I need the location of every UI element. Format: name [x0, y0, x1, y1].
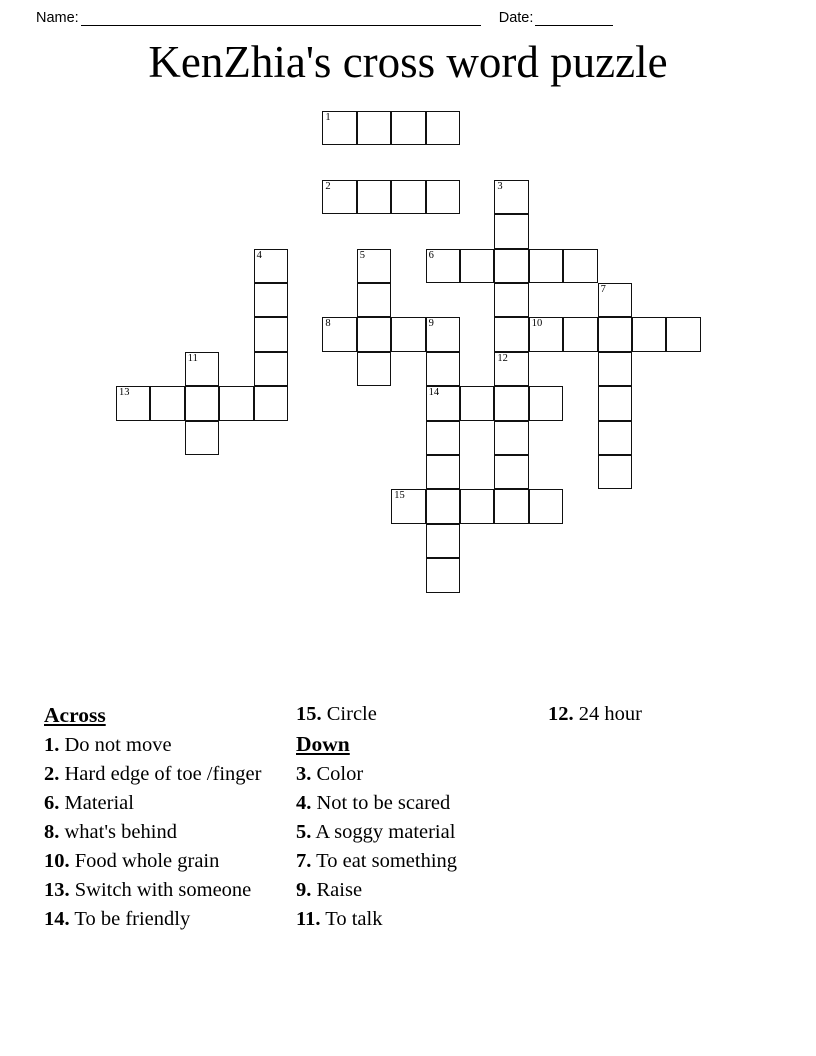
crossword-cell[interactable]	[598, 421, 632, 455]
crossword-cell[interactable]	[391, 317, 425, 351]
date-label: Date:	[498, 10, 534, 26]
crossword-cell[interactable]	[494, 489, 528, 523]
crossword-cell-number: 14	[428, 387, 440, 399]
clue-text: Hard edge of toe /finger	[59, 763, 262, 785]
crossword-cell[interactable]	[426, 558, 460, 592]
crossword-cell-number: 6	[428, 249, 434, 261]
crossword-cell[interactable]	[254, 352, 288, 386]
crossword-cell[interactable]	[494, 455, 528, 489]
crossword-cell[interactable]	[357, 180, 391, 214]
clue-down-7	[296, 847, 520, 876]
crossword-cell[interactable]	[460, 249, 494, 283]
clue-across-13	[44, 876, 268, 905]
clue-number: 15.	[296, 703, 322, 725]
clue-text: what's behind	[59, 821, 177, 843]
crossword-cell-number: 15	[394, 490, 405, 502]
clue-across-10	[44, 847, 268, 876]
clue-number: 9.	[296, 879, 312, 901]
clue-number: 8.	[44, 821, 60, 843]
crossword-cell[interactable]	[494, 214, 528, 248]
clue-number: 5.	[296, 821, 312, 843]
clue-text: 24 hour	[573, 703, 642, 725]
crossword-cell[interactable]	[598, 317, 632, 351]
clue-across-8	[44, 818, 268, 847]
crossword-cell[interactable]	[494, 180, 528, 214]
crossword-cell[interactable]	[357, 111, 391, 145]
clue-text: Food whole grain	[69, 850, 220, 872]
crossword-cell-number: 2	[325, 180, 331, 192]
clue-number: 10.	[44, 850, 70, 872]
crossword-cell[interactable]	[426, 352, 460, 386]
crossword-cell[interactable]	[322, 111, 356, 145]
clue-text: Switch with someone	[69, 879, 252, 901]
crossword-cell[interactable]	[598, 455, 632, 489]
crossword-cell[interactable]	[391, 180, 425, 214]
crossword-cell[interactable]	[563, 249, 597, 283]
clue-text: To be friendly	[69, 908, 191, 930]
crossword-cell[interactable]	[254, 386, 288, 420]
clue-down-5	[296, 818, 520, 847]
crossword-cell[interactable]	[529, 317, 563, 351]
crossword-cell[interactable]	[494, 317, 528, 351]
clue-number: 2.	[44, 763, 60, 785]
clue-number: 3.	[296, 763, 312, 785]
clue-number: 13.	[44, 879, 70, 901]
crossword-cell[interactable]	[426, 455, 460, 489]
clue-text: To talk	[320, 908, 383, 930]
crossword-cell[interactable]	[426, 317, 460, 351]
crossword-cell[interactable]	[254, 317, 288, 351]
crossword-cell[interactable]	[426, 489, 460, 523]
clue-across-14	[44, 905, 268, 934]
crossword-cell[interactable]	[426, 386, 460, 420]
clue-text: Circle	[321, 703, 377, 725]
crossword-cell-number: 8	[325, 318, 331, 330]
crossword-cell[interactable]	[357, 317, 391, 351]
clue-text: Material	[59, 792, 134, 814]
name-label: Name:	[36, 10, 79, 26]
page-title: KenZhia's cross word puzzle	[148, 37, 668, 87]
crossword-cell[interactable]	[116, 386, 150, 420]
crossword-cell-number: 5	[359, 249, 366, 261]
crossword-cell[interactable]	[426, 524, 460, 558]
crossword-cell-number: 7	[600, 284, 606, 295]
crossword-cell-number: 3	[497, 180, 503, 192]
clue-across-6	[44, 789, 268, 818]
crossword-cell[interactable]	[185, 421, 219, 455]
clue-text: Do not move	[59, 734, 172, 756]
crossword-cell[interactable]	[494, 283, 528, 317]
crossword-cell[interactable]	[426, 249, 460, 283]
clue-down-9	[296, 876, 520, 905]
clue-down-3	[296, 760, 520, 789]
crossword-cell[interactable]	[391, 111, 425, 145]
crossword-cell-number: 4	[256, 249, 262, 261]
crossword-cell[interactable]	[494, 249, 528, 283]
clue-across-15	[296, 700, 520, 729]
crossword-cell[interactable]	[426, 180, 460, 214]
crossword-cell[interactable]	[494, 421, 528, 455]
crossword-cell[interactable]	[357, 352, 391, 386]
crossword-cell[interactable]	[666, 317, 700, 351]
clue-number: 6.	[44, 792, 60, 814]
crossword-cell[interactable]	[150, 386, 184, 420]
clue-across-1	[44, 731, 268, 760]
clue-number: 4.	[296, 792, 312, 814]
crossword-cell[interactable]	[322, 317, 356, 351]
clue-number: 12.	[548, 703, 574, 725]
crossword-cell[interactable]	[185, 352, 219, 386]
crossword-cell[interactable]	[254, 283, 288, 317]
clue-down-12	[548, 700, 772, 729]
clue-number: 14.	[44, 908, 70, 930]
crossword-cell-number: 13	[119, 387, 130, 399]
crossword-cell[interactable]	[563, 317, 597, 351]
crossword-cell[interactable]	[632, 317, 666, 351]
crossword-cell[interactable]	[426, 421, 460, 455]
crossword-cell[interactable]	[185, 386, 219, 420]
crossword-cell-number: 12	[497, 352, 508, 364]
clue-number: 11.	[296, 908, 321, 930]
crossword-cell[interactable]	[254, 249, 288, 283]
crossword-cell[interactable]	[529, 249, 563, 283]
clue-down-4	[296, 789, 520, 818]
crossword-cell[interactable]	[598, 352, 632, 386]
crossword-cell[interactable]	[494, 352, 528, 386]
crossword-cell[interactable]	[529, 489, 563, 523]
crossword-cell[interactable]	[219, 386, 253, 420]
clue-text: Color	[311, 763, 364, 785]
clue-text: Not to be scared	[311, 792, 451, 814]
crossword-cell[interactable]	[391, 489, 425, 523]
clue-number: 7.	[296, 850, 312, 872]
crossword-cell-number: 11	[187, 352, 198, 364]
crossword-cell[interactable]	[598, 283, 632, 317]
crossword-cell[interactable]	[460, 489, 494, 523]
clue-across-2	[44, 760, 268, 789]
crossword-cell[interactable]	[598, 386, 632, 420]
crossword-cell-number: 1	[325, 112, 331, 123]
clues-section	[44, 700, 772, 950]
clue-text: Raise	[311, 879, 363, 901]
crossword-cell[interactable]	[322, 180, 356, 214]
clue-text: A soggy material	[311, 821, 456, 843]
clue-text: To eat something	[311, 850, 458, 872]
crossword-cell[interactable]	[529, 386, 563, 420]
crossword-cell[interactable]	[426, 111, 460, 145]
crossword-cell-number: 9	[428, 318, 434, 330]
clue-down-11	[296, 905, 520, 934]
clue-number: 1.	[44, 734, 60, 756]
crossword-cell[interactable]	[357, 283, 391, 317]
crossword-cell[interactable]	[460, 386, 494, 420]
across-heading: Across	[44, 703, 106, 727]
down-heading: Down	[296, 732, 350, 756]
crossword-cell[interactable]	[494, 386, 528, 420]
crossword-cell[interactable]	[357, 249, 391, 283]
crossword-cell-number: 10	[531, 318, 543, 330]
